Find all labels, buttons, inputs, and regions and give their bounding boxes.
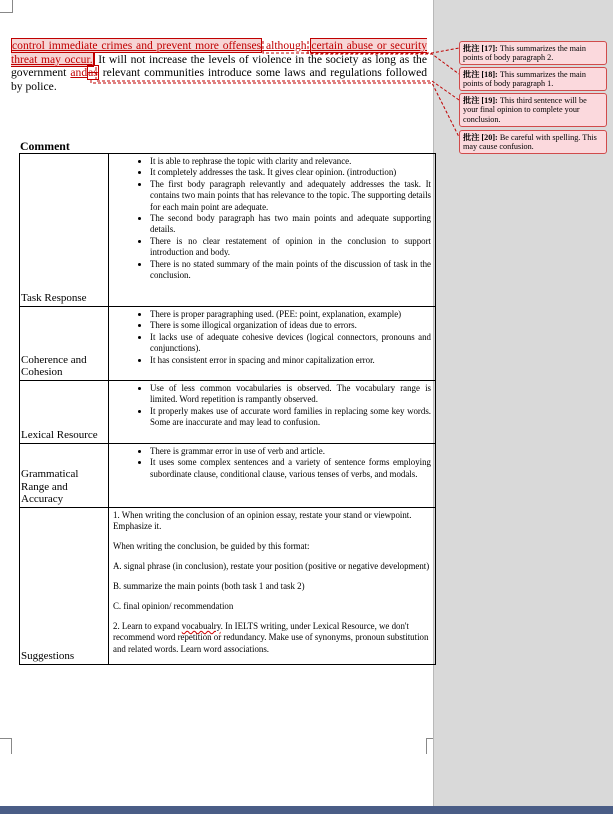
comment-text: This summarizes the main points of body paragraph 1. bbox=[463, 70, 587, 89]
criterion-notes bbox=[109, 307, 436, 381]
notes-list bbox=[113, 446, 431, 480]
suggestion-paragraph: B. summarize the main points (both task 1 and task 2) bbox=[113, 581, 305, 592]
status-bar-edge bbox=[0, 806, 613, 814]
comment-tag: 批注 [18]: bbox=[463, 70, 498, 79]
body-text-run: will not increase the levels of violence in the society as long as the government bbox=[11, 52, 427, 80]
suggestions-notes bbox=[109, 508, 436, 665]
list-item: • It completely addresses the task. It gives clear opinion. (introduction) bbox=[150, 167, 431, 178]
crop-mark-bottom-left bbox=[0, 738, 12, 754]
notes-list bbox=[113, 383, 431, 429]
feedback-table bbox=[19, 153, 436, 665]
table-row-lexical bbox=[20, 381, 436, 444]
criterion-label: Coherence and Cohesion bbox=[20, 307, 109, 381]
tracked-insertion-and[interactable]: and bbox=[70, 66, 88, 80]
list-item: • There is grammar error in use of verb and article. bbox=[150, 446, 431, 457]
comment-heading: Comment bbox=[20, 139, 70, 153]
suggestion-paragraph: 1. When writing the conclusion of an opinion essay, restate your stand or viewpoint. Emphasize it. bbox=[113, 510, 412, 532]
crop-mark-bottom-right-h bbox=[426, 738, 433, 739]
criterion-notes bbox=[109, 381, 436, 444]
list-item: • The first body paragraph relevantly and adequately addresses the task. It contains two main points that has relevance to the topic. The supporting details for each main point are adequate. bbox=[150, 179, 431, 213]
table-row-grammar bbox=[20, 444, 436, 508]
notes-list bbox=[113, 309, 431, 366]
list-item: • It uses some complex sentences and a variety of sentence forms employing subordinate clause, conditional clause, various tenses of verbs, and modals. bbox=[150, 457, 431, 480]
comment-tag: 批注 [19]: bbox=[463, 96, 498, 105]
essay-paragraph[interactable] bbox=[11, 39, 427, 93]
criterion-label: Task Response bbox=[20, 154, 109, 307]
table-row-task-response bbox=[20, 154, 436, 307]
suggestion-paragraph: A. signal phrase (in conclusion), restate your position (positive or negative development) bbox=[113, 561, 430, 572]
criterion-notes bbox=[109, 444, 436, 508]
comment-text: This third sentence will be your final opinion to complete your conclusion. bbox=[463, 96, 587, 124]
suggestion-text: 2. Learn to expand bbox=[113, 620, 182, 631]
comment-tag: 批注 [20]: bbox=[463, 133, 498, 142]
list-item: • Use of less common vocabularies is observed. The vocabulary range is limited. Word repetition is rampantly observed. bbox=[150, 383, 431, 406]
tracked-insertion[interactable]: although bbox=[262, 39, 311, 52]
list-item: • It has consistent error in spacing and minor capitalization error. bbox=[150, 355, 431, 366]
commented-word[interactable]: It bbox=[94, 52, 106, 66]
criterion-label: Grammatical Range and Accuracy bbox=[20, 444, 109, 508]
suggestion-paragraph bbox=[113, 621, 431, 655]
table-row-coherence bbox=[20, 307, 436, 381]
notes-list bbox=[113, 156, 431, 281]
comment-balloon-19[interactable] bbox=[459, 93, 607, 127]
misspelled-word[interactable]: vocabualry bbox=[181, 620, 221, 631]
crop-mark-bottom-left-h bbox=[0, 738, 11, 739]
list-item: • There is some illogical organization of ideas due to errors. bbox=[150, 320, 431, 331]
list-item: • It is able to rephrase the topic with clarity and relevance. bbox=[150, 156, 431, 167]
tracked-insertion[interactable]: control immediate crimes and prevent more offenses bbox=[12, 39, 262, 52]
comment-tag: 批注 [17]: bbox=[463, 44, 498, 53]
commented-range[interactable]: certain abuse or security threat may occur. bbox=[11, 39, 427, 66]
crop-mark-top-left bbox=[0, 0, 13, 13]
list-item: • There is no stated summary of the main points of the discussion of task in the conclusion. bbox=[150, 259, 431, 282]
comment-balloon-20[interactable] bbox=[459, 130, 607, 154]
body-text-run: relevant communities introduce some laws and regulations followed by police. bbox=[11, 66, 428, 93]
comment-text: This summarizes the main points of body paragraph 2. bbox=[463, 44, 587, 63]
list-item: • There is no clear restatement of opinion in the conclusion to support introduction and body. bbox=[150, 236, 431, 259]
tracked-deletion-as[interactable]: as bbox=[88, 66, 98, 80]
comment-text: Be careful with spelling. This may cause confusion. bbox=[463, 133, 597, 152]
comment-balloon-18[interactable] bbox=[459, 67, 607, 91]
list-item: • There is proper paragraphing used. (PEE: point, explanation, example) bbox=[150, 309, 431, 320]
list-item: • The second body paragraph has two main points and adequate supporting details. bbox=[150, 213, 431, 236]
comment-balloon-17[interactable] bbox=[459, 41, 607, 65]
list-item: • It properly makes use of accurate word families in replacing some key words. Some are inaccurate and may lead to confusion. bbox=[150, 406, 431, 429]
suggestion-paragraph: C. final opinion/ recommendation bbox=[113, 601, 234, 612]
criterion-label: Lexical Resource bbox=[20, 381, 109, 444]
table-row-suggestions bbox=[20, 508, 436, 665]
suggestion-text: . In IELTS writing, under Lexical Resource, we don't recommend word repetition or redundancy. Make use of synonyms, pronoun substitution and related words. Learn word associations. bbox=[113, 620, 429, 654]
criterion-notes bbox=[109, 154, 436, 307]
crop-mark-bottom-right bbox=[426, 738, 434, 754]
suggestion-paragraph: When writing the conclusion, be guided by this format: bbox=[113, 541, 310, 552]
list-item: • It lacks use of adequate cohesive devices (logical connectors, pronouns and conjunctions). bbox=[150, 332, 431, 355]
criterion-label: Suggestions bbox=[20, 508, 109, 665]
